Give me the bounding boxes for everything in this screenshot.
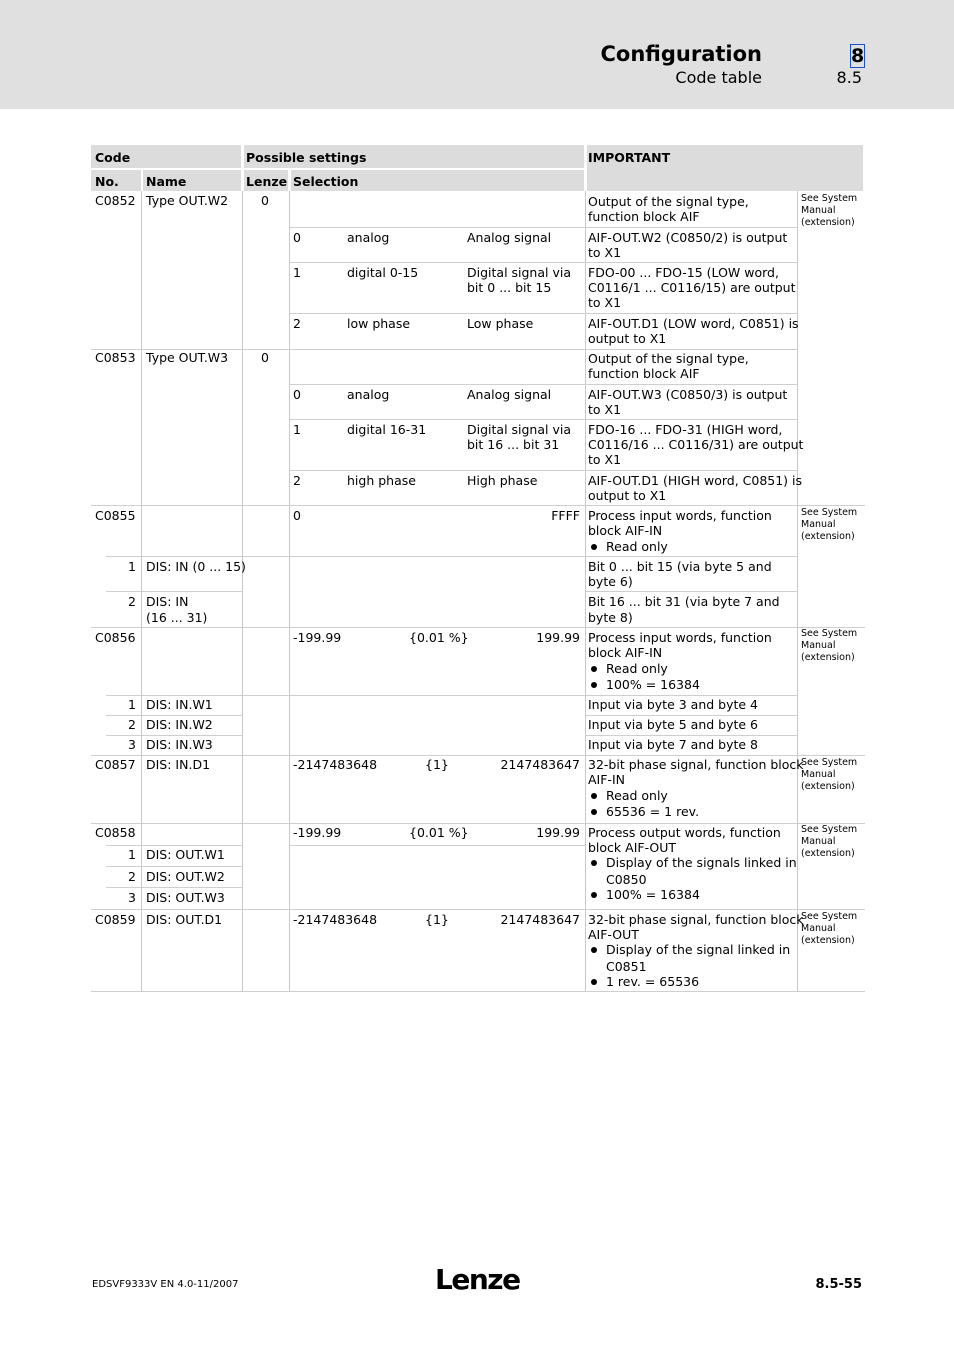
sub-number: 2 bbox=[128, 717, 136, 732]
name-c0852: Type OUT.W2 bbox=[146, 193, 229, 208]
imp-c0858: Process output words, function bbox=[588, 825, 781, 840]
imp-c0852: Output of the signal type, bbox=[588, 194, 749, 209]
sub-number: 1 bbox=[128, 697, 136, 712]
option-important: to X1 bbox=[588, 452, 622, 467]
imp-c0859: AIF-OUT bbox=[588, 927, 639, 942]
option-label: digital 0-15 bbox=[347, 265, 419, 280]
option-number: 1 bbox=[293, 422, 301, 437]
sub-number: 3 bbox=[128, 890, 136, 905]
imp-c0855: Process input words, function bbox=[588, 508, 772, 523]
col-selection: Selection bbox=[293, 174, 359, 189]
increment: {1} bbox=[425, 912, 449, 927]
option-important: to X1 bbox=[588, 402, 622, 417]
sub-name: DIS: OUT.W3 bbox=[146, 890, 225, 905]
sub-important: byte 6) bbox=[588, 574, 633, 589]
see-manual: Manual bbox=[801, 205, 836, 216]
sub-important: Input via byte 5 and byte 6 bbox=[588, 717, 759, 732]
imp-c0853: Output of the signal type, bbox=[588, 351, 749, 366]
max-value: 2147483647 bbox=[500, 912, 580, 927]
section-title: Code table bbox=[675, 68, 762, 87]
bullet-item: 1 rev. = 65536 bbox=[588, 974, 699, 990]
see-manual: (extension) bbox=[801, 848, 855, 859]
option-label: analog bbox=[347, 230, 390, 245]
chapter-title: Configuration bbox=[600, 42, 762, 66]
option-desc: bit 0 ... bit 15 bbox=[467, 280, 552, 295]
option-important: FDO-16 ... FDO-31 (HIGH word, bbox=[588, 422, 783, 437]
option-desc: Low phase bbox=[467, 316, 534, 331]
option-label: high phase bbox=[347, 473, 416, 488]
bullet-item: 100% = 16384 bbox=[588, 677, 700, 693]
min-value: 0 bbox=[293, 508, 301, 523]
option-important: AIF-OUT.W2 (C0850/2) is output bbox=[588, 230, 788, 245]
sub-important: Bit 0 ... bit 15 (via byte 5 and bbox=[588, 559, 772, 574]
sub-important: Input via byte 7 and byte 8 bbox=[588, 737, 759, 752]
imp-c0857: 32-bit phase signal, function block bbox=[588, 757, 804, 772]
sub-name: DIS: IN bbox=[146, 594, 189, 609]
option-number: 0 bbox=[293, 230, 301, 245]
name-c0859: DIS: OUT.D1 bbox=[146, 912, 223, 927]
option-label: digital 16-31 bbox=[347, 422, 427, 437]
option-important: to X1 bbox=[588, 245, 622, 260]
see-manual: See System bbox=[801, 507, 858, 518]
sub-name: DIS: OUT.W1 bbox=[146, 847, 225, 862]
see-manual: (extension) bbox=[801, 217, 855, 228]
see-manual: (extension) bbox=[801, 781, 855, 792]
bullet-item: 65536 = 1 rev. bbox=[588, 804, 699, 820]
bullet-item: 100% = 16384 bbox=[588, 887, 700, 903]
see-manual: (extension) bbox=[801, 652, 855, 663]
col-name: Name bbox=[146, 174, 187, 189]
min-value: -199.99 bbox=[293, 825, 342, 840]
imp-c0858: block AIF-OUT bbox=[588, 840, 677, 855]
imp-c0859: 32-bit phase signal, function block bbox=[588, 912, 804, 927]
sub-name: DIS: OUT.W2 bbox=[146, 869, 225, 884]
sub-name: DIS: IN (0 ... 15) bbox=[146, 559, 246, 574]
sub-name: DIS: IN.W3 bbox=[146, 737, 213, 752]
sub-number: 1 bbox=[128, 847, 136, 862]
col-possible: Possible settings bbox=[246, 150, 367, 165]
bullet-item: Read only bbox=[588, 539, 668, 555]
col-code: Code bbox=[95, 150, 131, 165]
option-important: to X1 bbox=[588, 295, 622, 310]
col-important: IMPORTANT bbox=[588, 150, 671, 165]
sub-important: Input via byte 3 and byte 4 bbox=[588, 697, 759, 712]
option-important: AIF-OUT.D1 (LOW word, C0851) is bbox=[588, 316, 799, 331]
bullet-item: Read only bbox=[588, 661, 668, 677]
code-c0859: C0859 bbox=[95, 912, 136, 927]
name-c0857: DIS: IN.D1 bbox=[146, 757, 211, 772]
code-c0853: C0853 bbox=[95, 350, 136, 365]
imp-c0856: Process input words, function bbox=[588, 630, 772, 645]
bullet-continuation: C0850 bbox=[606, 872, 647, 887]
col-no: No. bbox=[95, 174, 119, 189]
option-number: 1 bbox=[293, 265, 301, 280]
max-value: FFFF bbox=[551, 508, 580, 523]
min-value: -2147483648 bbox=[293, 912, 378, 927]
increment: {0.01 %} bbox=[409, 630, 469, 645]
see-manual: Manual bbox=[801, 836, 836, 847]
option-important: output to X1 bbox=[588, 331, 667, 346]
sub-important: Bit 16 ... bit 31 (via byte 7 and bbox=[588, 594, 780, 609]
option-important: C0116/16 ... C0116/31) are output bbox=[588, 437, 804, 452]
min-value: -2147483648 bbox=[293, 757, 378, 772]
chapter-number: 8 bbox=[851, 45, 865, 67]
option-label: low phase bbox=[347, 316, 411, 331]
code-c0852: C0852 bbox=[95, 193, 136, 208]
see-manual: Manual bbox=[801, 769, 836, 780]
sub-number: 2 bbox=[128, 594, 136, 609]
sub-important: byte 8) bbox=[588, 610, 633, 625]
see-manual: See System bbox=[801, 193, 858, 204]
option-desc: Analog signal bbox=[467, 387, 552, 402]
increment: {1} bbox=[425, 757, 449, 772]
option-number: 2 bbox=[293, 473, 301, 488]
sub-number: 2 bbox=[128, 869, 136, 884]
lenze-c0853: 0 bbox=[261, 350, 269, 365]
option-important: FDO-00 ... FDO-15 (LOW word, bbox=[588, 265, 779, 280]
sub-number: 3 bbox=[128, 737, 136, 752]
see-manual: Manual bbox=[801, 519, 836, 530]
lenze-logo: Lenze bbox=[435, 1263, 520, 1296]
see-manual: See System bbox=[801, 911, 858, 922]
option-important: output to X1 bbox=[588, 488, 667, 503]
see-manual: See System bbox=[801, 628, 858, 639]
sub-name: DIS: IN.W1 bbox=[146, 697, 213, 712]
col-lenze: Lenze bbox=[246, 174, 288, 189]
option-number: 0 bbox=[293, 387, 301, 402]
increment: {0.01 %} bbox=[409, 825, 469, 840]
sub-name: DIS: IN.W2 bbox=[146, 717, 213, 732]
lenze-c0852: 0 bbox=[261, 193, 269, 208]
option-label: analog bbox=[347, 387, 390, 402]
max-value: 199.99 bbox=[536, 825, 580, 840]
imp-c0856: block AIF-IN bbox=[588, 645, 663, 660]
option-important: AIF-OUT.D1 (HIGH word, C0851) is bbox=[588, 473, 803, 488]
section-number: 8.5 bbox=[836, 68, 862, 87]
option-important: AIF-OUT.W3 (C0850/3) is output bbox=[588, 387, 788, 402]
code-c0855: C0855 bbox=[95, 508, 136, 523]
see-manual: Manual bbox=[801, 640, 836, 651]
max-value: 199.99 bbox=[536, 630, 580, 645]
imp-c0857: AIF-IN bbox=[588, 772, 625, 787]
imp-c0852: function block AIF bbox=[588, 209, 700, 224]
option-desc: bit 16 ... bit 31 bbox=[467, 437, 560, 452]
option-desc: Analog signal bbox=[467, 230, 552, 245]
see-manual: See System bbox=[801, 757, 858, 768]
option-desc: High phase bbox=[467, 473, 538, 488]
option-desc: Digital signal via bbox=[467, 422, 571, 437]
document-id: EDSVF9333V EN 4.0-11/2007 bbox=[92, 1279, 239, 1290]
code-c0857: C0857 bbox=[95, 757, 136, 772]
page-number: 8.5-55 bbox=[815, 1277, 862, 1292]
option-important: C0116/1 ... C0116/15) are output bbox=[588, 280, 796, 295]
sub-name: (16 ... 31) bbox=[146, 610, 208, 625]
option-number: 2 bbox=[293, 316, 301, 331]
see-manual: (extension) bbox=[801, 935, 855, 946]
min-value: -199.99 bbox=[293, 630, 342, 645]
see-manual: See System bbox=[801, 824, 858, 835]
bullet-item: Read only bbox=[588, 788, 668, 804]
sub-number: 1 bbox=[128, 559, 136, 574]
imp-c0853: function block AIF bbox=[588, 366, 700, 381]
see-manual: Manual bbox=[801, 923, 836, 934]
bullet-item: Display of the signal linked in bbox=[588, 942, 790, 958]
bullet-item: Display of the signals linked in bbox=[588, 855, 797, 871]
max-value: 2147483647 bbox=[500, 757, 580, 772]
bullet-continuation: C0851 bbox=[606, 959, 647, 974]
name-c0853: Type OUT.W3 bbox=[146, 350, 229, 365]
option-desc: Digital signal via bbox=[467, 265, 571, 280]
code-c0856: C0856 bbox=[95, 630, 136, 645]
see-manual: (extension) bbox=[801, 531, 855, 542]
imp-c0855: block AIF-IN bbox=[588, 523, 663, 538]
code-c0858: C0858 bbox=[95, 825, 136, 840]
